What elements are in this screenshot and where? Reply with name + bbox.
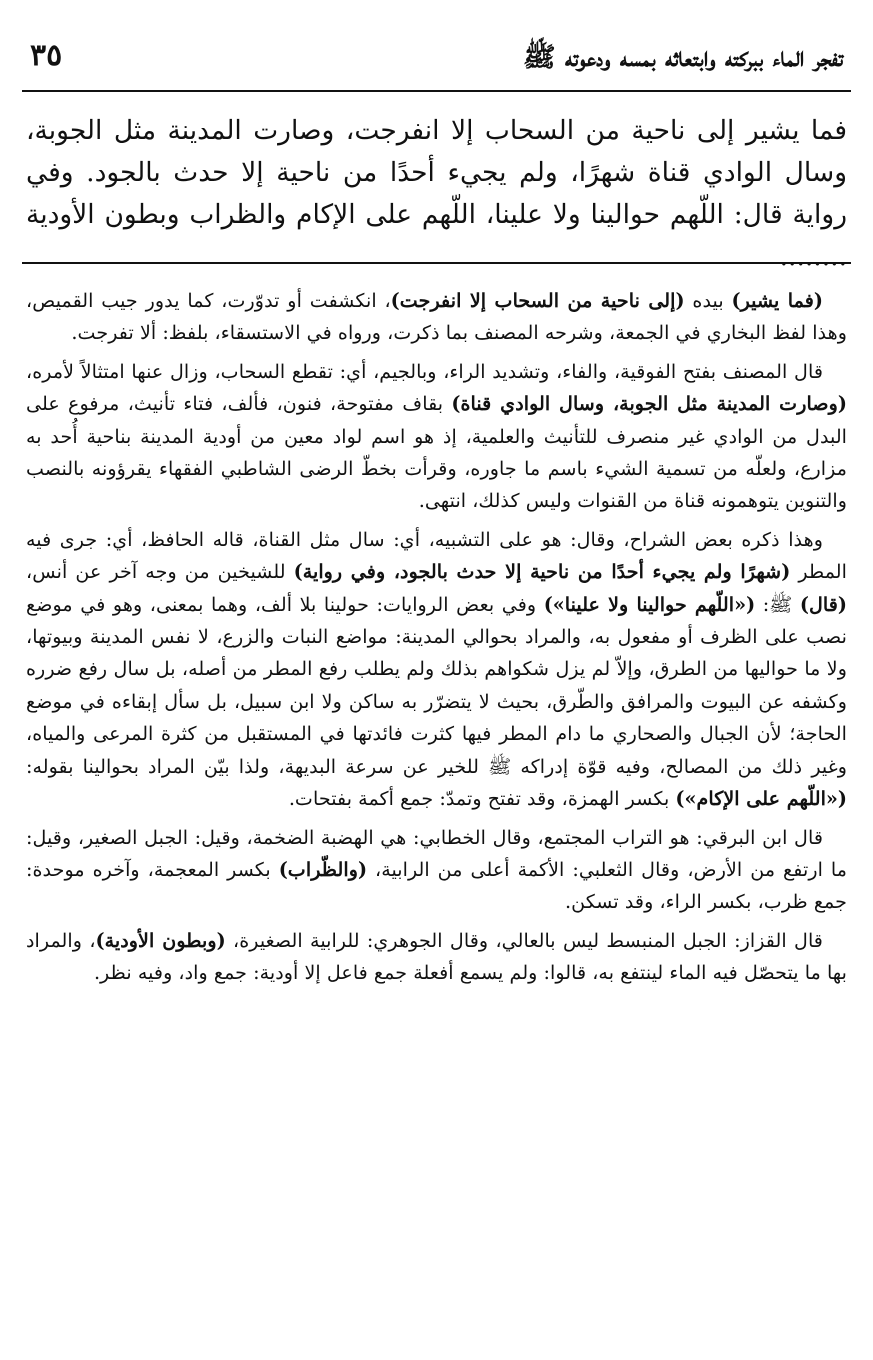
page-header (22, 28, 851, 92)
quoted-matn: («اللّهم على الإكام») (675, 787, 847, 811)
commentary-text: بكسر المعجمة، وآخره موحدة: جمع ظرب، بكسر الراء، وقد تسكن. (26, 857, 847, 914)
quoted-matn: (إلى ناحية من السحاب إلا انفرجت) (390, 289, 685, 312)
commentary-text: بقاف مفتوحة، فنون، فألف، فتاء تأنيث، مرفوع على البدل من الوادي غير منصرف للتأنيث والعلمية، إذ هو اسم لواد معين من أودية المدينة بناحية أُحد به مزارع، ولعلّه من تسمية الشيء باسم ما جاوره، وقرأت بخطّ الرضى الشاطبي الفقهاء يقرؤونه بالنصب والتنوين يتوهمونه قناة من القنوات وليس كذلك، انتهى. (26, 392, 847, 513)
commentary-text: قال القزاز: الجبل المنبسط ليس بالعالي، وقال الجوهري: للرابية الصغيرة، (225, 928, 823, 952)
commentary-text: ، انكشفت أو تدوّرت، كما يدور جيب القميص، وهذا لفظ البخاري في الجمعة، وشرحه المصنف بما ذكرت، ورواه في الاستسقاء، بلفظ: ألا تفرجت. (26, 289, 847, 345)
quoted-matn: («اللّهم حوالينا ولا علينا») (543, 592, 756, 616)
commentary-paragraph (26, 356, 847, 518)
quoted-matn: (وصارت المدينة مثل الجوبة، وسال الوادي قناة) (451, 392, 847, 416)
matn-text: فما يشير إلى ناحية من السحاب إلا انفرجت، وصارت المدينة مثل الجوبة، وسال الوادي قناة شهرًا، ولم يجيء أحدًا من ناحية إلا حدث بالجود. وفي رواية قال: اللّهم حوالينا ولا علينا، اللّهم على الإكام والظراب وبطون الأودية ........ (26, 115, 847, 272)
commentary-text: وهذا ذكره بعض الشراح، وقال: هو على التشبيه، أي: سال مثل القناة، قاله الحافظ، أي: جرى فيه المطر (26, 527, 847, 584)
quoted-matn: (قال) (799, 592, 847, 616)
commentary-text: وفي بعض الروايات: حولينا بلا ألف، وهما بمعنى، وهو في موضع نصب على الظرف أو مفعول به، والمراد بحوالي المدينة: مواضع النبات والزرع، لا نفس المدينة وبيوتها، ولا ما حواليها من الطرق، وإلاّ لم يزل شكواهم بذلك ولم يطلب رفع المطر من أصله، بل سال رفع ضرره وكشفه عن البيوت والمرافق والطّرق، بحيث لا يتضرّر به ساكن ولا ابن سبيل، بل سأل إبقاءه في موضع الحاجة؛ لأن الجبال والصحاري ما دام المطر فيها كثرت فائدتها في المستقبل من كثرة المرعى والمياه، وغير ذلك من المصالح، وفيه قوّة إدراكه ﷺ للخير عن سرعة البديهة، ولذا بيّن المراد بحوالينا بقوله: (26, 592, 847, 778)
commentary-text: ، والمراد بها ما يتحصّل فيه الماء لينتفع به، قالوا: ولم يسمع أفعلة جمع فاعل إلا أودية: جمع واد، وفيه نظر. (26, 928, 847, 985)
commentary-paragraph (26, 925, 847, 990)
commentary-paragraph (26, 285, 847, 350)
page-number: ٣٥ (30, 38, 63, 73)
commentary-paragraph (26, 524, 847, 816)
matn-divider (22, 262, 851, 264)
commentary-text: بيده (684, 289, 732, 312)
commentary-paragraph (26, 822, 847, 919)
quoted-matn: (والظّراب) (278, 857, 368, 881)
commentary-text: ﷺ: (755, 592, 800, 616)
commentary (26, 285, 847, 996)
running-title: تفجر الماء ببركته وابتعاثه بمسه ودعوته ﷺ (522, 42, 843, 73)
commentary-text: قال ابن البرقي: هو التراب المجتمع، وقال الخطابي: هي الهضبة الضخمة، وقيل: الجبل الصغير، وقيل: ما ارتفع من الأرض، وقال الثعلبي: الأكمة أعلى من الرابية، (26, 825, 847, 881)
commentary-text: للشيخين من وجه آخر عن أنس، (26, 560, 294, 584)
quoted-matn: (فما يشير) (731, 289, 823, 312)
quoted-matn: (شهرًا ولم يجيء أحدًا من ناحية إلا حدث بالجود، وفي رواية) (293, 560, 791, 584)
commentary-text: بكسر الهمزة، وقد تفتح وتمدّ: جمع أكمة بفتحات. (288, 787, 676, 811)
quoted-matn: (وبطون الأودية) (95, 928, 226, 952)
commentary-text: قال المصنف بفتح الفوقية، والفاء، وتشديد الراء، وبالجيم، أي: تقطع السحاب، وزال عنها امتثالاً لأمره، (26, 359, 823, 383)
